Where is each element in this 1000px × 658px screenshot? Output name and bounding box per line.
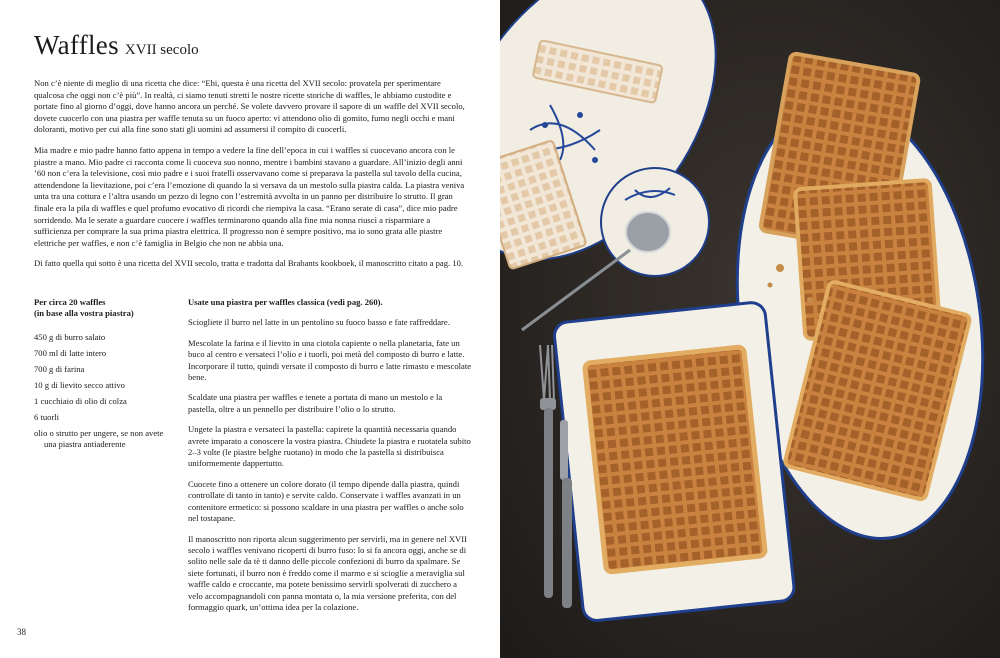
method-heading: Usate una piastra per waffles classica (vedi pag. 260). [188, 297, 383, 307]
photo-page [500, 0, 1000, 658]
ingredient-item: 700 g di farina [34, 363, 85, 374]
ingredients-heading-line: (in base alla vostra piastra) [34, 308, 134, 319]
intro-paragraph: Non c’è niente di meglio di una ricetta che dice: “Ehi, questa è una ricetta del XVII secolo: provatela per sperimentare qualcosa che oggi non c’è più”. In realtà, ci siamo tenuti stretti le nostre ricette storiche di waffles, le abbiamo custodite e portate fino al giorno d’oggi, dove hanno ancora un perché. Se volete davvero provare il sapore di un waffle del XVII secolo, dovete cuocerlo con una piastra per waffle tenuta su un fuoco aperto: vi attendono olio di gomito, fumo negli occhi e mani doloranti, motivo per cui alla fine sono stati gli uomini ad assumersi il compito di cuocerli. [34, 78, 465, 135]
ingredient-item: 700 ml di latte intero [34, 347, 107, 358]
recipe-title-sub: XVII secolo [124, 42, 199, 58]
intro-paragraph: Mia madre e mio padre hanno fatto appena in tempo a vedere la fine dell’epoca in cui i waffles si cuocevano ancora con le piastre a mano. Mio padre ci racconta come li cuoceva suo nonno, mentre i bambini stavano a guardare. All’inizio degli anni ’60 non c’era la televisione, così mio padre e i suoi fratelli osservavano come si preparava la pastella sul tavolo della cucina, attendendone la lievitazione, poi c’era l’emozione di quando la si versava da un mestolo sulla piastra calda. La piastra veniva unta tra una cottura e l’altra usando un pezzo di legno con l’estremità avvolta in un panno per distribuire lo strutto. Il gran finale era la pila di waffles e quel profumo evocativo di ricordi che riempiva la casa. “Erano serate di casa”, dice mio padre sorridendo. Ma le serate a guardare cuocere i waffles terminarono quando alla fine mia nonna riuscì a risparmiare a sufficienza per comprare la sua prima piastra elettrica. Il progresso non è sempre positivo, ma io sono grata alle piastre elettriche per waffles, e non c’è famiglia in Belgio che non ne abbia una. [34, 144, 465, 248]
method-step: Cuocete fino a ottenere un colore dorato (il tempo dipende dalla piastra, quindi controllate di tanto in tanto) e servite caldo. Conservate i waffles avanzati in un contenitore ermetico: si possono scaldare in una piastra per waffles o anche solo nel tostapane. [188, 478, 464, 524]
recipe-title [34, 30, 199, 61]
method-step: Mescolate la farina e il lievito in una ciotola capiente o nella planetaria, fate un buco al centro e versateci l’olio e i tuorli, poi metà del composto di burro e latte. Incorporare il tutto, quindi versate il composto di burro e latte rimasto e mescolate bene. [188, 337, 472, 383]
intro-text [34, 78, 466, 279]
recipe-title-main: Waffles [34, 30, 119, 60]
intro-paragraph: Di fatto quella qui sotto è una ricetta del XVII secolo, tratta e tradotta dal Brabants kookboek, il manoscritto citato a pag. 10. [34, 258, 464, 269]
page-number: 38 [17, 627, 26, 637]
ingredient-item: 6 tuorli [34, 411, 60, 422]
method-step: Scaldate una piastra per waffles e tenete a portata di mano un mestolo e la pastella, oltre a un pennello per distribuire l’olio o lo strutto. [188, 392, 443, 414]
ingredients-list [34, 332, 166, 451]
ingredients-column [34, 297, 166, 455]
ingredient-item: olio o strutto per ungere, se non avete una piastra antiaderente [34, 427, 164, 450]
ingredient-item: 1 cucchiaio di olio di colza [34, 395, 127, 406]
ingredients-heading-line: Per circa 20 waffles [34, 297, 106, 307]
ingredient-item: 450 g di burro salato [34, 331, 106, 342]
ingredient-item: 10 g di lievito secco attivo [34, 379, 125, 390]
method-step: Ungete la piastra e versateci la pastella: capirete la quantità necessaria quando avrete imparato a conoscere la vostra piastra. Chiudete la piastra e ruotatela subito 2–3 volte (le piastre belghe ruotano) in modo che la pastella si distribuisca uniformemente dappertutto. [188, 424, 471, 469]
method-step: Sciogliete il burro nel latte in un pentolino su fuoco basso e fate raffreddare. [188, 317, 450, 328]
ingredients-heading [34, 297, 166, 320]
method-step: Il manoscritto non riporta alcun suggerimento per servirli, ma in genere nel XVII secolo i waffles venivano ricoperti di burro fuso: lo si fa ancora oggi, anche se di solito nelle sale da tè ti danno delle piccole confezioni di burro da spalmare. Se siete fortunati, il burro non è freddo come il marmo e si scioglie a meraviglia sul waffle caldo e croccante, ma potete benissimo servirli spolverati di zucchero a velo accompagnandoli con panna montata o, la mia versione preferita, con del formaggio quark, un’ottima idea per la colazione. [188, 533, 467, 612]
waffles-photo [500, 0, 1000, 658]
waffle-on-plate [584, 347, 765, 573]
method-column [188, 297, 472, 622]
